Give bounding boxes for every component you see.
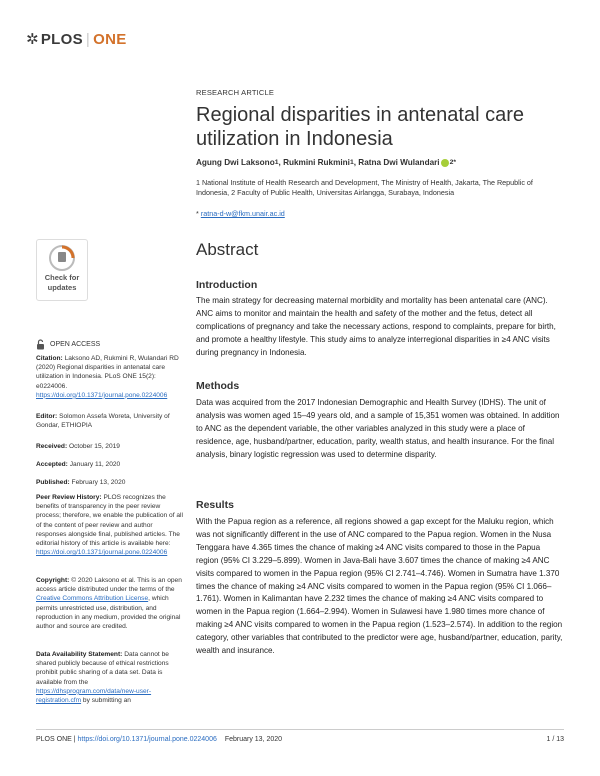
peer-review-label: Peer Review History: (36, 494, 102, 501)
email-link[interactable]: ratna-d-w@fkm.unair.ac.id (200, 209, 285, 218)
citation-text: Laksono AD, Rukmini R, Wulandari RD (2020) Regional disparities in antenatal care utilization in Indonesia. PLoS ONE 15(2): e0224006. (36, 355, 179, 390)
accepted-label: Accepted: (36, 461, 68, 468)
plos-one-logo[interactable] (26, 30, 127, 48)
footer-journal: PLOS ONE (36, 736, 72, 743)
check-updates-icon (48, 244, 76, 272)
introduction-text: The main strategy for decreasing maternal morbidity and mortality has been antenatal care (ANC). ANC aims to monitor and maintain the health and safety of the mother and the fetus, detect all complications of pregnancy and take the necessary actions, respond to complaints, prepare for birth, and promote a healthy lifestyle. This study aims to analyze interregional disparities in ≥4 ANC visits during pregnancy in Indonesia. (196, 296, 556, 357)
open-access-label: OPEN ACCESS (50, 341, 101, 348)
article-title: Regional disparities in antenatal care utilization in Indonesia (196, 104, 524, 150)
author-2[interactable]: , Rukmini Rukmini (278, 158, 350, 167)
results-heading: Results (196, 499, 234, 511)
published-label: Published: (36, 479, 70, 486)
editor-label: Editor: (36, 413, 58, 420)
article-type: RESEARCH ARTICLE (196, 88, 275, 97)
author-2-affil: 1 (349, 159, 354, 166)
published-date: February 13, 2020 (71, 479, 126, 486)
received-block (36, 442, 183, 451)
abstract-heading: Abstract (196, 240, 259, 259)
copyright-block (36, 576, 183, 631)
copyright-label: Copyright: (36, 577, 70, 584)
logo-separator: | (85, 30, 91, 48)
data-availability-text-1: Data cannot be shared publicly because of ethical restrictions prohibit public sharing of a data set. Data is available from the (36, 651, 169, 686)
citation-link[interactable]: https://doi.org/10.1371/journal.pone.0224006 (36, 391, 168, 399)
footer-divider (36, 729, 564, 730)
plos-gear-icon: ✲ (26, 31, 39, 48)
copyright-text-1: © 2020 Laksono et al. This is an open access article distributed under the terms of the (36, 577, 182, 594)
data-availability-link[interactable]: https://dhsprogram.com/data/new-user-registration.cfm (36, 687, 152, 705)
footer-left (36, 736, 282, 743)
accepted-date: January 11, 2020 (69, 461, 121, 468)
footer-date: February 13, 2020 (224, 736, 283, 743)
open-lock-icon (36, 339, 45, 350)
author-3[interactable]: , Ratna Dwi Wulandari (353, 158, 440, 167)
page-footer (36, 736, 564, 743)
data-availability-text-2: by submitting an (82, 697, 131, 705)
peer-review-link[interactable]: https://doi.org/10.1371/journal.pone.0224006 (36, 549, 168, 557)
check-label-1: Check for (44, 273, 80, 282)
page-number: 1 / 13 (546, 736, 564, 743)
introduction-heading: Introduction (196, 279, 258, 291)
data-availability-block (36, 650, 183, 705)
footer-doi-link[interactable]: https://doi.org/10.1371/journal.pone.0224006 (77, 736, 217, 743)
data-availability-label: Data Availability Statement: (36, 651, 123, 658)
check-label-2: updates (47, 283, 77, 292)
accepted-block (36, 460, 183, 469)
check-for-updates-badge[interactable] (36, 239, 88, 301)
received-label: Received: (36, 443, 68, 450)
open-access (36, 339, 100, 350)
orcid-icon[interactable] (441, 159, 449, 167)
methods-text: Data was acquired from the 2017 Indonesian Demographic and Health Survey (IDHS). The unit of analysis was women aged 15–49 years old, and a sample of 15,351 women was obtained. In addition to ANC as the dependent variable, the other variables analyzed in this study were a place of residence, age, husband/partner, education, parity, wealth status, and health insurance. For the final analysis, binary logistic regression was used to determine disparity. (196, 398, 560, 459)
logo-one: ONE (93, 30, 127, 48)
methods-heading: Methods (196, 380, 240, 392)
author-list (196, 158, 456, 167)
peer-review-text: PLOS recognizes the benefits of transparency in the peer review process; therefore, we enable the publication of all of the content of peer review and author responses alongside final, published articles. The editorial history of this article is available here: (36, 494, 183, 548)
author-1-affil: 1 (274, 159, 279, 166)
results-text: With the Papua region as a reference, all regions showed a gap except for the Maluku region, which was not significantly different in the use of ANC compared to the Papua region. Women in the Nusa Tenggara have 4.365 times the chance of making ≥4 ANC visits compared to those in the Papua region (95% CI 3.229–5.899). Women in Java-Bali have 3.607 times the chance of making ≥4 ANC visits compared to women in the Papua region (95% CI 2.741–4.746). Women in Sumatra have 1.370 times the chance of making ≥4 ANC visits compared to women in the Papua region (95% CI 1.066–1.761). Women in Kalimantan have 2.232 times the chance of making ≥4 ANC visits compared to women in the Papua region (1.664–2.994). Women in Sulawesi have 1.980 times more chance of making ≥4 ANC visits compared to women in the Papua region (1.523–2.574). In addition to the region category, other variables that contributed to the predictor were age, husband/partner, education, parity, wealth and insurance. (196, 517, 563, 656)
author-3-affil: 2 (449, 159, 454, 166)
citation-label: Citation: (36, 355, 63, 362)
received-date: October 15, 2019 (69, 443, 120, 450)
corresponding-email (196, 209, 285, 218)
editor-text: Solomon Assefa Woreta, University of Gondar, ETHIOPIA (36, 413, 170, 430)
email-star: * (196, 209, 199, 218)
author-1[interactable]: Agung Dwi Laksono (196, 158, 275, 167)
editor-block (36, 412, 183, 430)
license-link[interactable]: Creative Commons Attribution License (36, 595, 149, 603)
corresponding-star: * (453, 159, 457, 166)
copyright-text-2: , which permits unrestricted use, distribution, and reproduction in any medium, provided the original author and source are credited. (36, 595, 181, 631)
citation-block (36, 354, 183, 400)
affiliations: 1 National Institute of Health Research and Development, The Ministry of Health, Jakarta, The Republic of Indonesia, 2 Faculty of Public Health, Universitas Airlangga, Surabaya, Indonesia (196, 178, 533, 197)
published-block (36, 478, 183, 487)
footer-separator: | (73, 736, 76, 743)
logo-plos: PLOS (40, 30, 83, 48)
peer-review-block (36, 493, 183, 557)
